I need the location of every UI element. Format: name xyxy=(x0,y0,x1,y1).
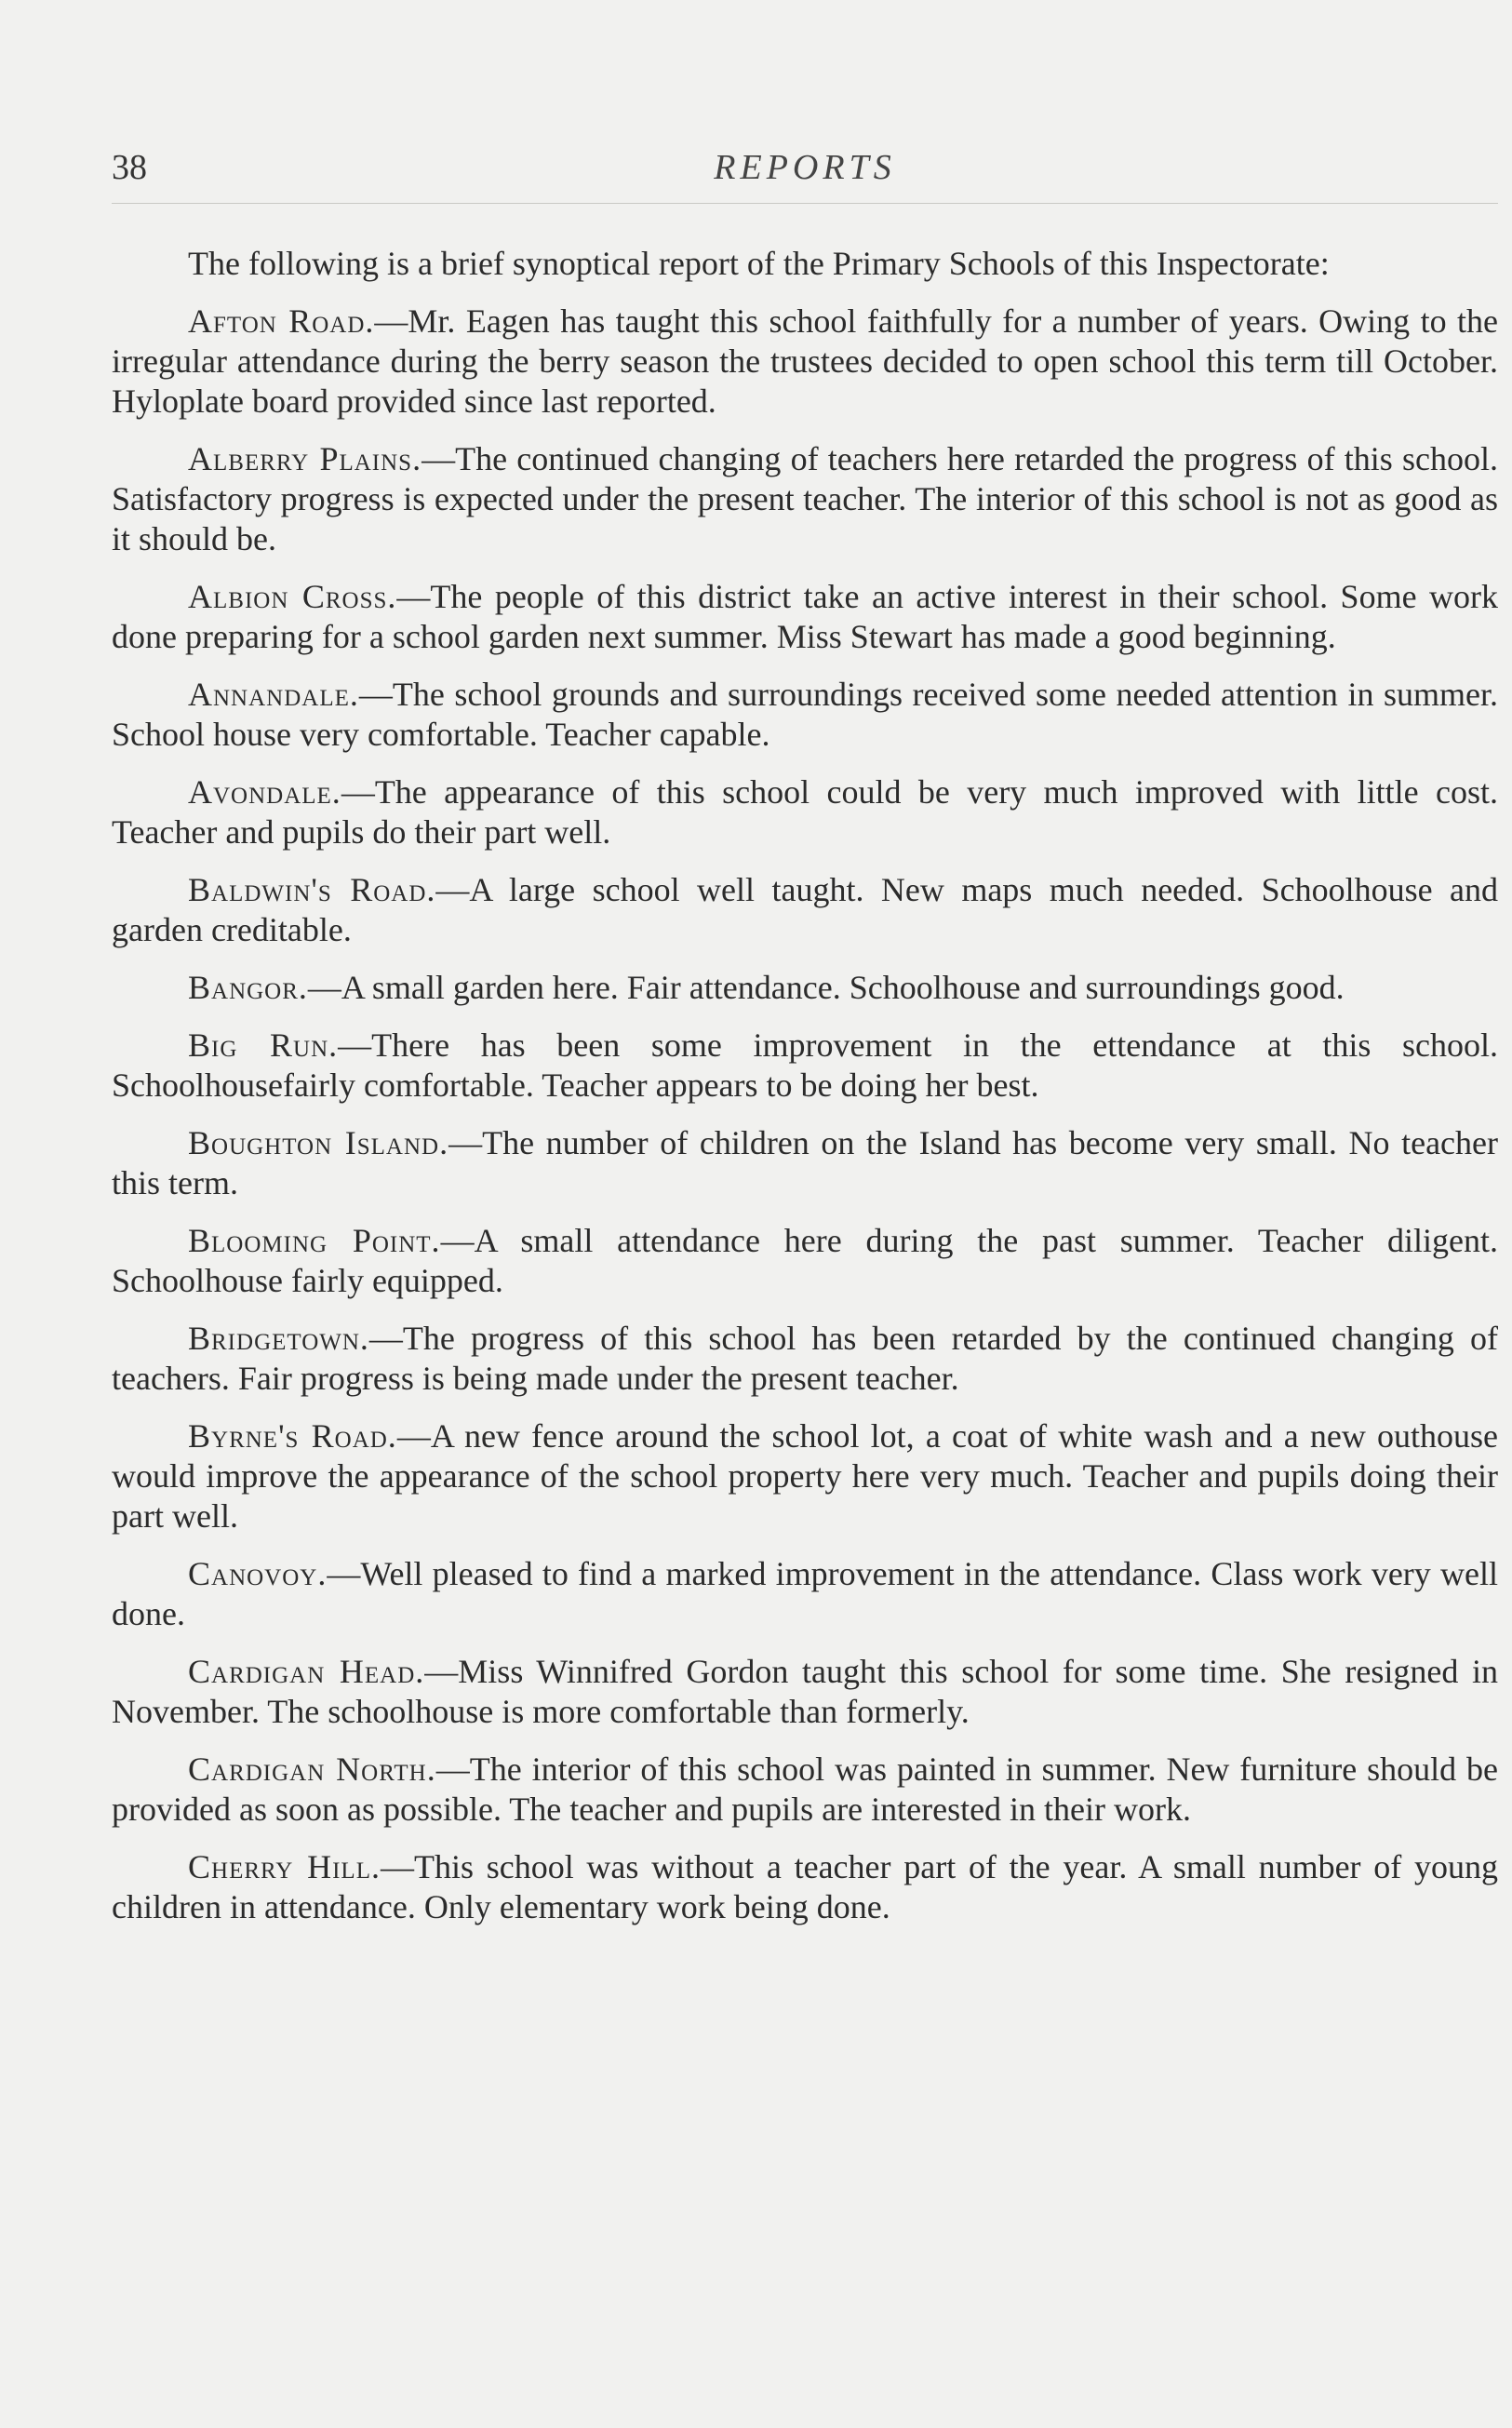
school-name: Canovoy. xyxy=(188,1555,328,1592)
school-report: —A small attendance here during the past summer. Teacher diligent. Schoolhouse fairly equipped. xyxy=(112,1222,1498,1299)
page-number: 38 xyxy=(112,148,147,187)
school-report: —Well pleased to find a marked improvement in the attendance. Class work very well done. xyxy=(112,1555,1498,1632)
school-report: —Mr. Eagen has taught this school faithfully for a number of years. Owing to the irregular attendance during the berry season the trustees decided to open school this term till October. Hyloplate board provided since last reported. xyxy=(112,302,1498,420)
school-name: Boughton Island. xyxy=(188,1124,449,1161)
school-entry xyxy=(112,675,1498,755)
school-report: —The progress of this school has been retarded by the continued changing of teachers. Fair progress is being made under the present teacher. xyxy=(112,1320,1498,1397)
school-entry xyxy=(112,577,1498,657)
school-report: —There has been some improvement in the ettendance at this school. Schoolhousefairly comfortable. Teacher appears to be doing her best. xyxy=(112,1026,1499,1104)
school-name: Cardigan North. xyxy=(188,1751,436,1788)
school-entry xyxy=(112,968,1498,1008)
school-entry xyxy=(112,1847,1498,1927)
school-name: Annandale. xyxy=(188,676,359,713)
school-entry xyxy=(112,870,1498,950)
school-entry xyxy=(112,1221,1498,1301)
school-entry xyxy=(112,1554,1498,1634)
school-entry xyxy=(112,772,1498,852)
school-report: —The interior of this school was painted in summer. New furniture should be provided as soon as possible. The teacher and pupils are interested in their work. xyxy=(112,1751,1498,1828)
header-rule xyxy=(112,203,1498,204)
school-report: —A small garden here. Fair attendance. Schoolhouse and surroundings good. xyxy=(307,969,1345,1006)
school-name: Big Run. xyxy=(188,1026,339,1064)
school-report: —A new fence around the school lot, a coat of white wash and a new outhouse would improve the appearance of the school property here very much. Teacher and pupils doing their part well. xyxy=(112,1417,1499,1535)
school-name: Bangor. xyxy=(188,969,308,1006)
school-report: —Miss Winnifred Gordon taught this school for some time. She resigned in November. The schoolhouse is more comfortable than formerly. xyxy=(112,1653,1498,1730)
school-name: Afton Road. xyxy=(188,302,375,340)
school-report: —The appearance of this school could be very much improved with little cost. Teacher and pupils do their part well. xyxy=(112,773,1498,851)
school-name: Byrne's Road. xyxy=(188,1417,397,1455)
school-entry xyxy=(112,439,1498,559)
school-report: —A large school well taught. New maps much needed. Schoolhouse and garden creditable. xyxy=(112,871,1498,948)
school-name: Avondale. xyxy=(188,773,341,811)
school-name: Blooming Point. xyxy=(188,1222,441,1259)
school-report: —The school grounds and surroundings received some needed attention in summer. School house very comfortable. Teacher capable. xyxy=(112,676,1498,753)
school-name: Alberry Plains. xyxy=(188,440,422,477)
school-name: Baldwin's Road. xyxy=(188,871,436,908)
school-entry xyxy=(112,1319,1498,1399)
school-entry xyxy=(112,1750,1498,1830)
school-name: Cardigan Head. xyxy=(188,1653,425,1690)
school-entry xyxy=(112,302,1498,422)
school-report: —This school was without a teacher part of the year. A small number of young children in attendance. Only elementary work being done. xyxy=(112,1848,1498,1925)
page-header xyxy=(112,147,1498,203)
school-report: —The number of children on the Island has become very small. No teacher this term. xyxy=(112,1124,1499,1201)
school-entry xyxy=(112,1123,1498,1203)
school-entry xyxy=(112,1026,1498,1106)
school-entry xyxy=(112,1652,1498,1732)
intro-paragraph: The following is a brief synoptical report of the Primary Schools of this Inspectorate: xyxy=(188,245,1330,282)
school-name: Cherry Hill. xyxy=(188,1848,381,1885)
report-body xyxy=(112,244,1498,1945)
school-report: —The people of this district take an active interest in their school. Some work done preparing for a school garden next summer. Miss Stewart has made a good beginning. xyxy=(112,578,1498,655)
school-report: —The continued changing of teachers here retarded the progress of this school. Satisfactory progress is expected under the present teacher. The interior of this school is not as good as it should be. xyxy=(112,440,1498,557)
school-entry xyxy=(112,1416,1498,1536)
school-name: Albion Cross. xyxy=(188,578,397,615)
running-title: REPORTS xyxy=(714,148,896,187)
school-name: Bridgetown. xyxy=(188,1320,369,1357)
